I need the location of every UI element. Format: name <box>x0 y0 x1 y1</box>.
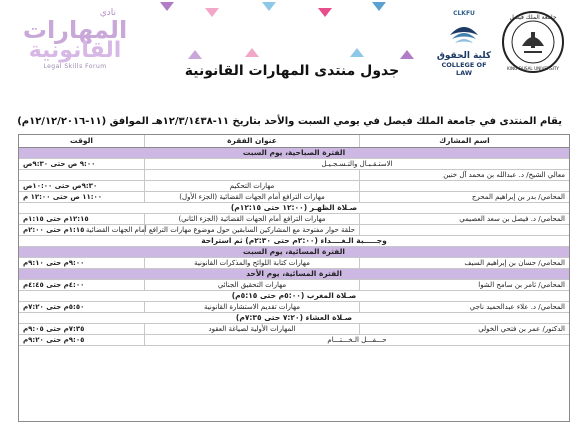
break-row <box>19 313 569 324</box>
table-row <box>19 280 569 291</box>
row-item: المهارات الأولية لصياغة العقود <box>144 324 359 334</box>
row-item: مهارات كتابة اللوائح والمذكرات القانونية <box>144 258 359 268</box>
row-participant: المحامي/ د. فيصل بن سعد العصيمي <box>359 214 569 224</box>
row-item: مهارات التحكيم <box>144 181 359 191</box>
row-item: مهارات الترافع أمام الجهات القضائية (الجزء الثاني) <box>144 214 359 224</box>
row-participant: معالي الشيخ/ د. عبدالله بن محمد آل خنين <box>359 170 569 180</box>
table-row <box>19 225 569 236</box>
table-row <box>19 335 569 346</box>
section-label: الفترة المسائية، يوم الأحد <box>246 269 342 278</box>
row-participant: المحامي/ ثامر بن سامح الشوا <box>359 280 569 290</box>
college-logo-english: COLLEGE OF LAW <box>441 61 487 77</box>
row-time: ٩:٣٠ص حتى ١٠:٠٠ص <box>23 182 98 190</box>
forum-logo-small: نادي <box>99 8 116 18</box>
table-header <box>19 135 569 148</box>
row-participant <box>359 225 569 235</box>
section-row <box>19 269 569 280</box>
table-row <box>19 159 569 170</box>
header-item: عنوان الفقرة <box>144 135 359 147</box>
section-row <box>19 148 569 159</box>
row-item: مهارات تقديم الاستشارة القانونية <box>144 302 359 312</box>
row-time: ٩:٠٠ ص حتى ٩:٣٠ص <box>23 160 96 168</box>
forum-logo <box>20 8 130 70</box>
forum-logo-tagline: Legal Skills Forum <box>43 63 107 70</box>
intro-text: يقام المنتدى في جامعة الملك فيصل في يومي السبت والأحد بتاريخ ١١-١٢/٣/١٤٣٨هـ الموافق (١١-١٢/١٢/٢٠١٦م) <box>17 116 562 127</box>
forum-logo-line1: المهارات <box>22 16 128 44</box>
break-row <box>19 203 569 214</box>
decor-triangle <box>372 2 386 11</box>
row-participant: المحامي/ حسان بن إبراهيم السيف <box>359 258 569 268</box>
schedule-table <box>18 134 570 422</box>
row-item: مهارات التحقيق الجنائي <box>144 280 359 290</box>
table-row <box>19 258 569 269</box>
header-time: الوقت <box>70 136 93 145</box>
forum-logo-line2: القانونية <box>28 38 122 63</box>
row-time: ١:١٥م حتى ٢:٠٠م <box>23 226 85 234</box>
section-label: الفترة الصباحية، يوم السبت <box>242 148 346 157</box>
row-time: ٥:٥٠م حتى ٧:٢٠م <box>23 303 85 311</box>
row-item: الاستـقـبـال والتـسـجـيـل <box>144 159 569 169</box>
decor-triangle <box>205 8 219 17</box>
row-participant: المحامي/ د. علاء عبدالحميد ناجي <box>359 302 569 312</box>
break-label: صـلاة المغرب (٥:٠٠م حتى ٥:١٥م) <box>231 291 357 300</box>
college-logo-code: CLKFU <box>453 10 475 17</box>
row-item <box>144 170 359 180</box>
row-item: حلقة حوار مفتوحة مع المشاركين السابقين حول موضوع مهارات الترافع أمام الجهات القضائية <box>144 225 359 235</box>
header-participant: اسم المشارك <box>359 135 569 147</box>
row-time: ١٢:١٥م حتى ١:١٥م <box>23 215 89 223</box>
table-row <box>19 181 569 192</box>
break-row <box>19 236 569 247</box>
row-time: ٤:٠٠م حتى ٤:٤٥م <box>23 281 85 289</box>
section-row <box>19 247 569 258</box>
college-logo-arabic: كلية الحقوق <box>436 51 492 61</box>
row-participant <box>359 181 569 191</box>
row-time: ٧:٣٥م حتى ٩:٠٥م <box>23 325 85 333</box>
row-item: مهارات الترافع أمام الجهات القضائية (الجزء الأول) <box>144 192 359 202</box>
row-time: ٩:٠٠م حتى ٩:١٠م <box>23 259 85 267</box>
row-time <box>19 170 144 180</box>
decor-triangle <box>188 50 202 59</box>
break-row <box>19 291 569 302</box>
table-row <box>19 170 569 181</box>
row-participant: المحامي/ بدر بن إبراهيم المحرج <box>359 192 569 202</box>
row-time: ٩:٠٥م حتى ٩:٢٠م <box>23 336 85 344</box>
break-label: صـلاة الظهـر (١٢:٠٠ حتى ١٢:١٥م) <box>230 203 358 212</box>
decor-triangle <box>350 48 364 57</box>
table-row <box>19 302 569 313</box>
decor-triangle <box>262 2 276 11</box>
table-row <box>19 214 569 225</box>
decor-triangle <box>400 50 414 59</box>
break-label: وجـــــبة الـغــــداء (٢:٠٠م حتى ٢:٣٠م) ثم استراحة <box>201 236 387 245</box>
section-label: الفترة المسائية، يوم السبت <box>243 247 345 256</box>
table-row <box>19 324 569 335</box>
seal-english-text: KING FAISAL UNIVERSITY <box>507 66 559 71</box>
row-time: ١١:٠٠ ص حتى ١٢:٠٠ م <box>23 193 103 201</box>
college-emblem-icon <box>446 19 482 47</box>
row-item: حـــفـــل الـخـــتـــام <box>144 335 569 345</box>
seal-arabic-text: جامعة الملك فيصل <box>509 14 557 21</box>
table-row <box>19 192 569 203</box>
decor-triangle <box>318 8 332 17</box>
break-label: صـلاة العشاء (٧:٢٠ حتى ٧:٣٥م) <box>235 313 353 322</box>
row-participant: الدكتور/ عمر بن فتحي الخولي <box>359 324 569 334</box>
page-title: جدول منتدى المهارات القانونية <box>184 63 400 79</box>
decor-triangle <box>245 48 259 57</box>
decor-triangle <box>160 2 174 11</box>
